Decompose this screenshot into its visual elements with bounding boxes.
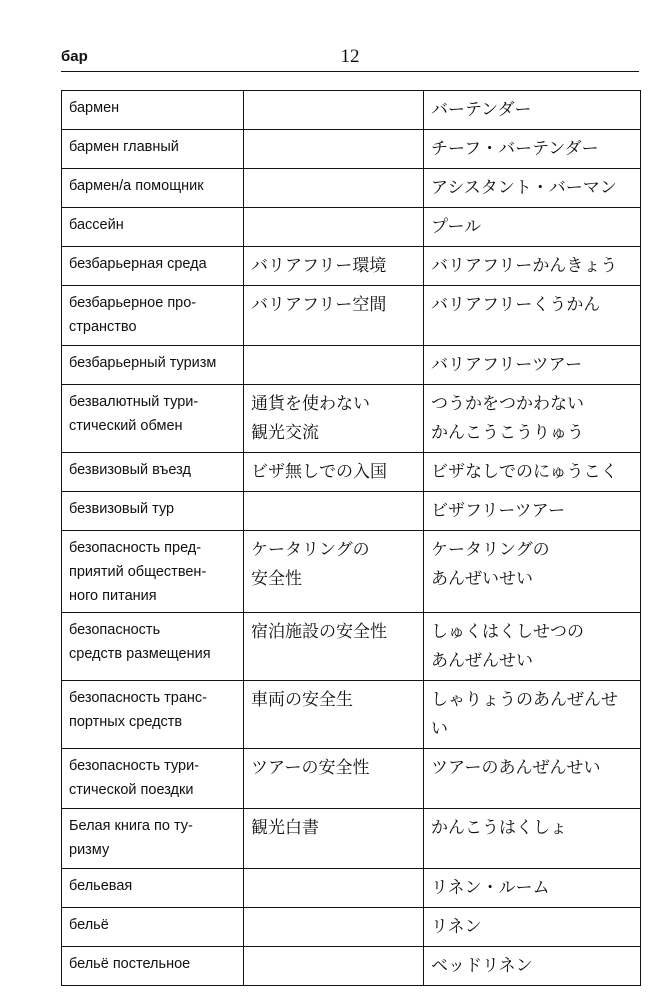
table-row [62,613,641,681]
table-row [62,169,641,208]
russian-term-cell: бармен/а помощник [62,169,244,208]
kana-reading-cell: バリアフリーくうかん [424,286,641,346]
table-row [62,247,641,286]
russian-term-cell: бельевая [62,869,244,908]
table-row [62,453,641,492]
kanji-term-cell: 通貨を使わない 観光交流 [244,385,424,453]
header-rule [61,71,639,72]
kana-reading-cell: プール [424,208,641,247]
table-row [62,492,641,531]
russian-term-cell: безопасность пред- приятий обществен- ного питания [62,531,244,613]
kanji-term-cell: 観光白書 [244,809,424,869]
kanji-term-cell: ツアーの安全性 [244,749,424,809]
kana-reading-cell: チーフ・バーテンダー [424,130,641,169]
kana-reading-cell: しゅくはくしせつの あんぜんせい [424,613,641,681]
running-head: бар [61,48,88,65]
kana-reading-cell: しゃりょうのあんぜんせい [424,681,641,749]
kana-reading-cell: アシスタント・バーマン [424,169,641,208]
table-row [62,91,641,130]
russian-term-cell: бельё постельное [62,947,244,986]
kanji-term-cell: ケータリングの 安全性 [244,531,424,613]
russian-term-cell: безопасность тури- стической поездки [62,749,244,809]
table-row [62,208,641,247]
kana-reading-cell: バーテンダー [424,91,641,130]
kanji-term-cell: バリアフリー空間 [244,286,424,346]
table-row [62,346,641,385]
page-number: 12 [340,46,360,67]
table-row [62,947,641,986]
russian-term-cell: безбарьерная среда [62,247,244,286]
kana-reading-cell: ケータリングの あんぜいせい [424,531,641,613]
russian-term-cell: безбарьерное про- странство [62,286,244,346]
kanji-term-cell [244,492,424,531]
kanji-term-cell [244,91,424,130]
russian-term-cell: безвизовый тур [62,492,244,531]
kanji-term-cell [244,869,424,908]
kanji-term-cell [244,908,424,947]
kanji-term-cell: バリアフリー環境 [244,247,424,286]
table-row [62,749,641,809]
kana-reading-cell: ビザフリーツアー [424,492,641,531]
kana-reading-cell: つうかをつかわない かんこうこうりゅう [424,385,641,453]
table-row [62,385,641,453]
kana-reading-cell: ツアーのあんぜんせい [424,749,641,809]
kana-reading-cell: ビザなしでのにゅうこく [424,453,641,492]
russian-term-cell: бармен [62,91,244,130]
table-row [62,681,641,749]
kana-reading-cell: バリアフリーかんきょう [424,247,641,286]
table-row [62,809,641,869]
russian-term-cell: бармен главный [62,130,244,169]
kana-reading-cell: かんこうはくしょ [424,809,641,869]
russian-term-cell: Белая книга по ту- ризму [62,809,244,869]
kanji-term-cell: 宿泊施設の安全性 [244,613,424,681]
kanji-term-cell [244,130,424,169]
page-header [61,44,639,70]
kanji-term-cell: 車両の安全生 [244,681,424,749]
kanji-term-cell [244,947,424,986]
kanji-term-cell [244,169,424,208]
table-row [62,908,641,947]
russian-term-cell: безопасность средств размещения [62,613,244,681]
kana-reading-cell: バリアフリーツアー [424,346,641,385]
kanji-term-cell [244,346,424,385]
table-row [62,286,641,346]
kanji-term-cell: ビザ無しでの入国 [244,453,424,492]
table-row [62,869,641,908]
russian-term-cell: безвизовый въезд [62,453,244,492]
table-row [62,130,641,169]
russian-term-cell: бассейн [62,208,244,247]
kana-reading-cell: ベッドリネン [424,947,641,986]
russian-term-cell: бельё [62,908,244,947]
russian-term-cell: безбарьерный туризм [62,346,244,385]
russian-term-cell: безопасность транс- портных средств [62,681,244,749]
glossary-table [61,90,641,986]
kana-reading-cell: リネン [424,908,641,947]
table-row [62,531,641,613]
kanji-term-cell [244,208,424,247]
russian-term-cell: безвалютный тури- стический обмен [62,385,244,453]
kana-reading-cell: リネン・ルーム [424,869,641,908]
